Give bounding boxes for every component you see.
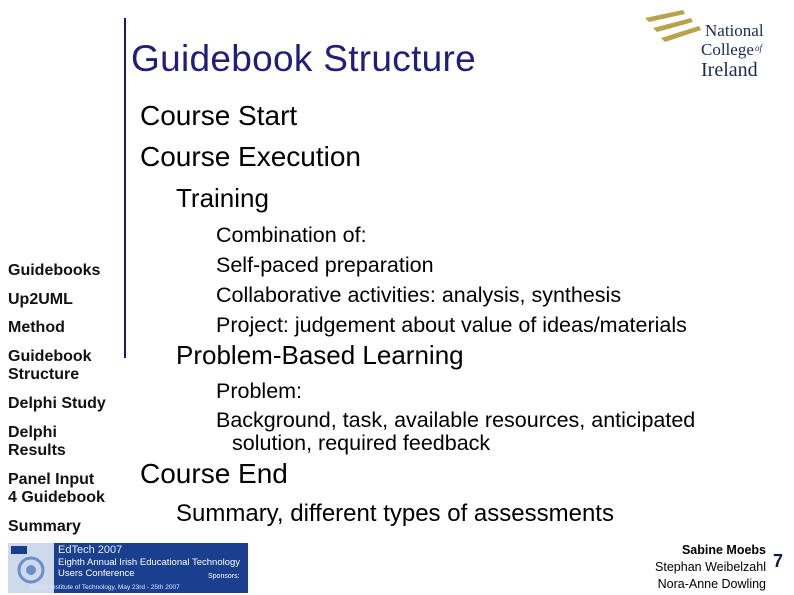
sidebar-item-label: Summary [8, 518, 81, 535]
banner-year: EdTech 2007 [58, 544, 123, 556]
sidebar-item-label: Panel Input [8, 471, 95, 488]
logo-of: of [755, 43, 763, 53]
slide-title: Guidebook Structure [131, 38, 477, 79]
logo-swoosh-icon [645, 10, 701, 42]
sidebar-item-summary[interactable] [8, 518, 81, 536]
sidebar-item-up2uml[interactable] [8, 291, 73, 309]
banner-sponsors: Sponsors: [208, 573, 240, 580]
training-subheading: Training [176, 183, 269, 213]
title-divider-line [124, 18, 126, 358]
author-lead: Sabine Moebs [681, 543, 766, 557]
sidebar-item-method[interactable] [8, 319, 65, 337]
author-second: Stephan Weibelzahl [655, 560, 766, 574]
author-third: Nora-Anne Dowling [657, 577, 766, 591]
author-credits [655, 542, 766, 593]
sidebar-item-delphi-results[interactable] [8, 424, 66, 460]
banner-footer: Dublin Institute of Technology, May 23rd - 25th 2007 [30, 584, 180, 591]
sidebar-item-panel-input[interactable] [8, 471, 105, 507]
logo-line1: National [705, 21, 764, 40]
page-number: 7 [773, 551, 784, 571]
sidebar-item-label: 4 Guidebook [8, 489, 105, 506]
course-start-heading: Course Start [140, 100, 298, 131]
collaborative-text: Collaborative activities: analysis, synthesis [216, 283, 622, 307]
logo-line3: Ireland [701, 59, 758, 80]
background-text-line1: Background, task, available resources, anticipated [216, 408, 696, 432]
ncirl-logo [643, 6, 768, 80]
banner-line1: Eighth Annual Irish Educational Technology [58, 557, 241, 568]
conference-banner [8, 543, 248, 593]
pbl-subheading: Problem-Based Learning [176, 340, 464, 370]
problem-text: Problem: [216, 379, 303, 403]
sidebar-item-delphi-study[interactable] [8, 395, 106, 413]
course-execution-heading: Course Execution [140, 141, 362, 172]
sidebar-item-label: Method [8, 319, 65, 336]
combination-text: Combination of: [216, 223, 367, 247]
sidebar-item-guidebooks[interactable] [8, 262, 100, 280]
sidebar-item-label: Delphi [8, 424, 57, 441]
logo-line2: College [701, 40, 754, 59]
summary-text: Summary, different types of assessments [176, 500, 614, 527]
sidebar-item-label: Results [8, 442, 66, 459]
background-text-line2: solution, required feedback [232, 431, 491, 455]
sidebar-item-label: Structure [8, 366, 80, 383]
sidebar-item-label: Delphi Study [8, 395, 106, 412]
sidebar-item-label: Guidebooks [8, 262, 101, 279]
banner-line2: Users Conference [58, 568, 135, 579]
project-text: Project: judgement about value of ideas/materials [216, 313, 687, 337]
sidebar-item-label: Guidebook [8, 348, 92, 365]
sidebar-item-guidebook-structure[interactable] [8, 348, 92, 384]
self-paced-text: Self-paced preparation [216, 253, 434, 277]
sidebar-item-label: Up2UML [8, 291, 73, 308]
course-end-heading: Course End [140, 458, 288, 489]
